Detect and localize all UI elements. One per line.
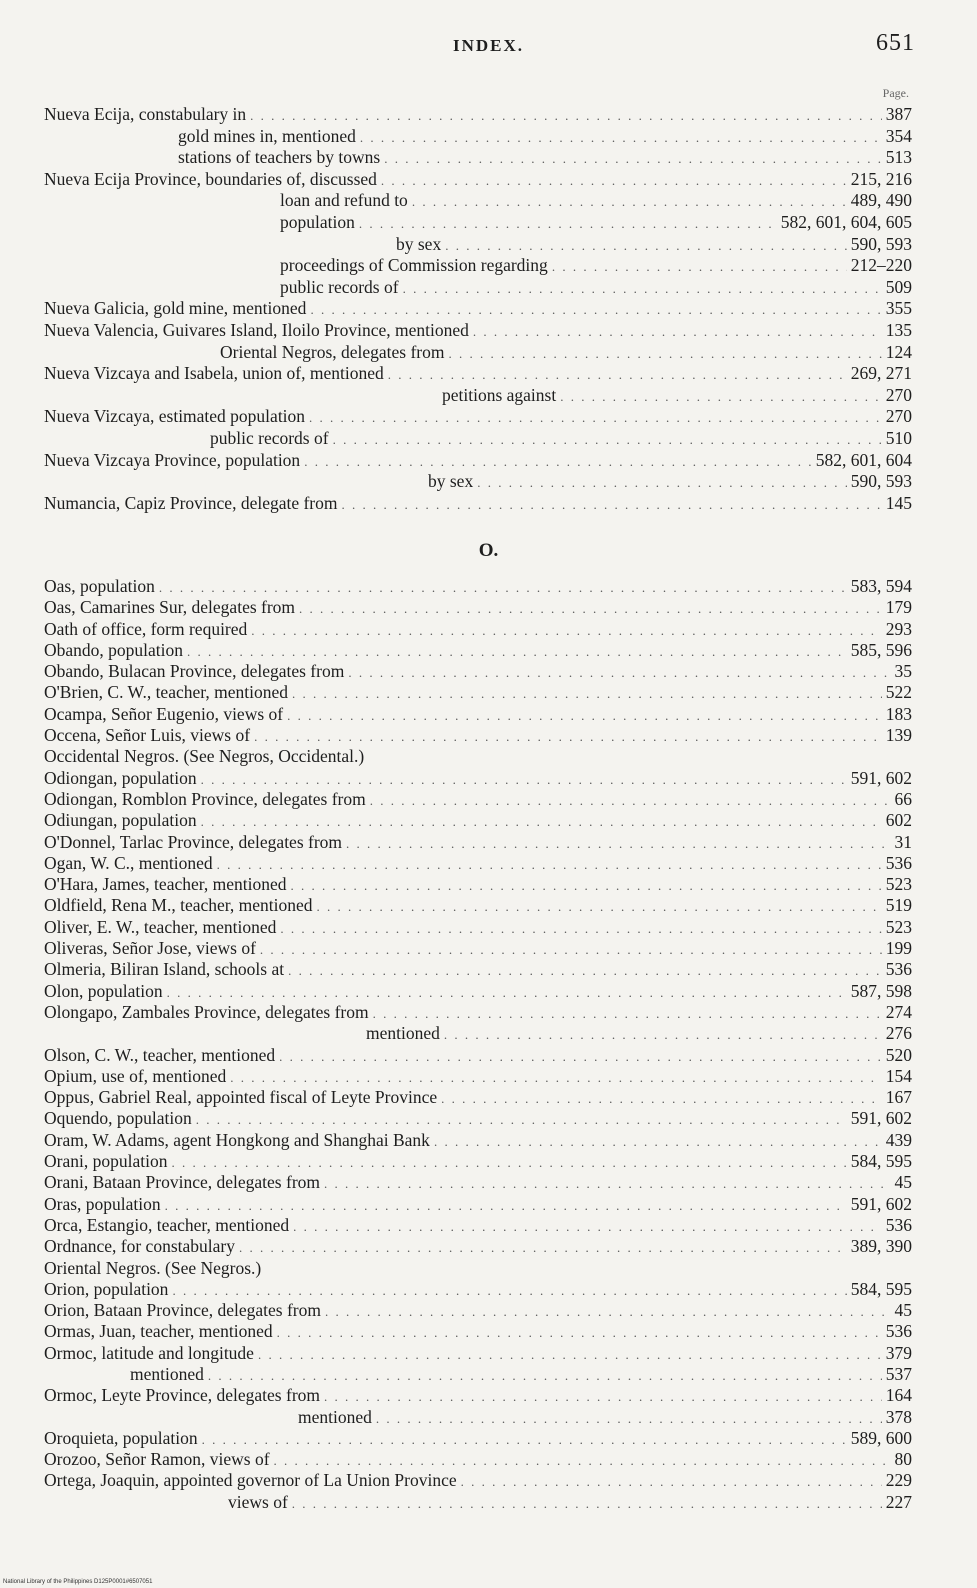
- index-entry: [44, 298, 912, 320]
- dot-leader: [342, 497, 882, 513]
- index-entry: [44, 789, 912, 810]
- index-entry-pages: 270: [885, 406, 912, 427]
- index-entry: [44, 406, 912, 428]
- index-entry-pages: 522: [885, 682, 912, 703]
- index-entry-text: Oppus, Gabriel Real, appointed fiscal of Leyte Province: [44, 1087, 438, 1108]
- index-entry-text: gold mines in, mentioned: [178, 125, 356, 146]
- dot-leader: [208, 1368, 882, 1384]
- index-entry-pages: 124: [885, 341, 912, 362]
- index-entry-pages: 139: [885, 725, 912, 746]
- index-entry-pages: 589, 600: [850, 1427, 912, 1448]
- dot-leader: [348, 665, 890, 681]
- index-entry-text: Orion, population: [44, 1278, 169, 1299]
- index-entry-pages: 582, 601, 604: [815, 449, 912, 470]
- index-entry-pages: 215, 216: [850, 168, 912, 189]
- dot-leader: [254, 729, 882, 745]
- dot-leader: [291, 878, 882, 894]
- index-entry-text: Ordnance, for constabulary: [44, 1236, 235, 1257]
- index-entry-text: population: [280, 211, 355, 232]
- index-entry: [44, 1407, 912, 1428]
- dot-leader: [250, 108, 882, 124]
- index-entry: [44, 1300, 912, 1321]
- index-entry-text: public records of: [280, 276, 399, 297]
- index-entry: [44, 1343, 912, 1364]
- index-entry: [44, 1194, 912, 1215]
- dot-leader: [196, 1112, 847, 1128]
- index-entry-text: loan and refund to: [280, 190, 408, 211]
- index-entry-pages: 378: [885, 1406, 912, 1427]
- index-entry-pages: 276: [885, 1023, 912, 1044]
- index-entry-text: Olson, C. W., teacher, mentioned: [44, 1044, 276, 1065]
- index-entry-text: Olongapo, Zambales Province, delegates from: [44, 1001, 369, 1022]
- index-entry: [44, 725, 912, 746]
- index-entry-text: Occidental Negros. (See Negros, Occidental.): [44, 746, 365, 767]
- index-entry-pages: 35: [894, 661, 912, 682]
- index-entry-text: Nueva Vizcaya and Isabela, union of, mentioned: [44, 363, 384, 384]
- index-entry: [44, 342, 912, 364]
- index-entry-pages: 523: [885, 874, 912, 895]
- index-entry-text: Oquendo, population: [44, 1108, 192, 1129]
- index-entry-text: by sex: [428, 471, 474, 492]
- index-entry-pages: 536: [885, 959, 912, 980]
- dot-leader: [251, 623, 881, 639]
- index-entry-text: Nueva Galicia, gold mine, mentioned: [44, 298, 307, 319]
- dot-leader: [360, 130, 882, 146]
- index-entry: [44, 810, 912, 831]
- index-entry-text: Obando, Bulacan Province, delegates from: [44, 661, 345, 682]
- page-header-title: INDEX.: [452, 36, 525, 55]
- index-entry: [44, 1023, 912, 1044]
- index-entry-text: Ortega, Joaquin, appointed governor of La Union Province: [44, 1470, 457, 1491]
- index-entry-pages: 355: [885, 298, 912, 319]
- index-entry-text: proceedings of Commission regarding: [280, 255, 548, 276]
- dot-leader: [159, 580, 847, 596]
- dot-leader: [412, 194, 847, 210]
- index-entry: [44, 277, 912, 299]
- index-entry: [44, 938, 912, 959]
- dot-leader: [359, 216, 777, 232]
- index-entry-pages: 536: [885, 1214, 912, 1235]
- index-entry: [44, 234, 912, 256]
- dot-leader: [171, 1155, 846, 1171]
- index-entry-text: O'Hara, James, teacher, mentioned: [44, 874, 287, 895]
- index-entry-pages: 587, 598: [850, 980, 912, 1001]
- index-entry-pages: 585, 596: [850, 639, 912, 660]
- dot-leader: [370, 793, 891, 809]
- index-entry-pages: 154: [885, 1065, 912, 1086]
- index-entry: [44, 576, 912, 597]
- index-entry: [44, 1364, 912, 1385]
- index-entry-text: O'Donnel, Tarlac Province, delegates from: [44, 831, 343, 852]
- index-entry: [44, 640, 912, 661]
- index-entry-pages: 590, 593: [850, 471, 912, 492]
- index-entry-text: mentioned: [298, 1406, 372, 1427]
- dot-leader: [165, 1198, 847, 1214]
- index-entry-text: by sex: [396, 233, 442, 254]
- index-entry: [44, 363, 912, 385]
- index-entry-pages: 229: [885, 1470, 912, 1491]
- index-entry-pages: 31: [894, 831, 912, 852]
- index-entry: [44, 1151, 912, 1172]
- index-entry-pages: 520: [885, 1044, 912, 1065]
- dot-leader: [388, 367, 847, 383]
- index-entry-text: public records of: [210, 427, 329, 448]
- index-entry: [44, 471, 912, 493]
- dot-leader: [461, 1474, 882, 1490]
- index-entry: [44, 1087, 912, 1108]
- dot-leader: [317, 899, 882, 915]
- index-entry-pages: 269, 271: [850, 363, 912, 384]
- footer-caption: National Library of the Philippines D125P0001#6507051: [3, 1579, 153, 1585]
- index-entry: [44, 682, 912, 703]
- dot-leader: [445, 238, 847, 254]
- index-entry-pages: 523: [885, 916, 912, 937]
- index-entry: [44, 1045, 912, 1066]
- dot-leader: [277, 1325, 882, 1341]
- index-entry-pages: 602: [885, 810, 912, 831]
- index-entry-pages: 227: [885, 1491, 912, 1512]
- index-entry-pages: 583, 594: [850, 576, 912, 596]
- index-entry-text: Nueva Vizcaya Province, population: [44, 449, 301, 470]
- index-entry-pages: 509: [885, 276, 912, 297]
- index-entry-pages: 510: [885, 427, 912, 448]
- index-entry: [44, 1066, 912, 1087]
- index-entry-text: Oas, Camarines Sur, delegates from: [44, 597, 296, 618]
- index-entry-pages: 135: [885, 319, 912, 340]
- index-entry-pages: 167: [885, 1087, 912, 1108]
- index-entry: [44, 1279, 912, 1300]
- index-entry: [44, 917, 912, 938]
- index-entry-pages: 66: [894, 788, 912, 809]
- index-entry: [44, 1215, 912, 1236]
- index-entry: [44, 704, 912, 725]
- index-entry: [44, 169, 912, 191]
- dot-leader: [381, 173, 847, 189]
- index-entry: [44, 1428, 912, 1449]
- index-entry-pages: 389, 390: [850, 1236, 912, 1257]
- index-entry: [44, 255, 912, 277]
- index-entry: [44, 104, 912, 126]
- index-entry-pages: 145: [885, 492, 912, 513]
- index-entry-text: Orozoo, Señor Ramon, views of: [44, 1449, 270, 1470]
- index-entry-pages: 354: [885, 125, 912, 146]
- dot-leader: [325, 1304, 891, 1320]
- index-entry-pages: 591, 602: [850, 1108, 912, 1129]
- index-entry-pages: 164: [885, 1385, 912, 1406]
- dot-leader: [274, 1453, 891, 1469]
- index-entry: [44, 1130, 912, 1151]
- dot-leader: [449, 346, 882, 362]
- index-entry-text: Odiungan, population: [44, 810, 197, 831]
- index-entry-text: Oldfield, Rena M., teacher, mentioned: [44, 895, 313, 916]
- dot-leader: [441, 1091, 882, 1107]
- index-entry-pages: 584, 595: [850, 1278, 912, 1299]
- index-entries-n: [44, 104, 912, 514]
- index-entry-pages: 536: [885, 1321, 912, 1342]
- index-entry: [44, 1492, 912, 1513]
- index-entry-text: Odiongan, Romblon Province, delegates from: [44, 788, 366, 809]
- index-entry-text: Nueva Ecija, constabulary in: [44, 104, 247, 124]
- index-entry-text: stations of teachers by towns: [178, 147, 381, 168]
- index-entry-pages: 274: [885, 1001, 912, 1022]
- index-entry-text: Oliveras, Señor Jose, views of: [44, 938, 256, 959]
- index-entry-pages: 582, 601, 604, 605: [780, 211, 912, 232]
- index-entry: [44, 450, 912, 472]
- index-entry-text: Occena, Señor Luis, views of: [44, 725, 251, 746]
- dot-leader: [384, 151, 882, 167]
- dot-leader: [309, 410, 882, 426]
- dot-leader: [201, 772, 847, 788]
- index-entry: [44, 981, 912, 1002]
- index-entry: [44, 147, 912, 169]
- section-letter: O.: [478, 540, 499, 561]
- dot-leader: [552, 259, 847, 275]
- index-entry: [44, 1258, 912, 1279]
- index-entry: [44, 126, 912, 148]
- index-entry-pages: 513: [885, 147, 912, 168]
- index-entry-pages: 591, 602: [850, 1193, 912, 1214]
- index-entry-pages: 80: [894, 1449, 912, 1470]
- index-entry: [44, 428, 912, 450]
- dot-leader: [560, 389, 882, 405]
- index-entry-pages: 584, 595: [850, 1151, 912, 1172]
- index-entry-pages: 183: [885, 703, 912, 724]
- index-entry-pages: 199: [885, 938, 912, 959]
- index-entry-pages: 519: [885, 895, 912, 916]
- index-entry: [44, 768, 912, 789]
- index-entry: [44, 320, 912, 342]
- index-entry-text: Obando, population: [44, 639, 184, 660]
- index-entry-text: mentioned: [366, 1023, 440, 1044]
- dot-leader: [434, 1134, 882, 1150]
- index-entry-text: Orani, Bataan Province, delegates from: [44, 1172, 321, 1193]
- index-entry: [44, 959, 912, 980]
- dot-leader: [477, 475, 847, 491]
- index-entry-pages: 45: [894, 1172, 912, 1193]
- dot-leader: [293, 1219, 882, 1235]
- dot-leader: [292, 1496, 882, 1512]
- dot-leader: [260, 942, 882, 958]
- index-entry-pages: 537: [885, 1363, 912, 1384]
- index-entry-text: Ormas, Juan, teacher, mentioned: [44, 1321, 273, 1342]
- dot-leader: [346, 836, 890, 852]
- index-entry-pages: 379: [885, 1342, 912, 1363]
- index-entry-text: Ocampa, Señor Eugenio, views of: [44, 703, 284, 724]
- index-entry: [44, 597, 912, 618]
- page-column-label: Page.: [882, 86, 909, 100]
- index-entry-text: Olon, population: [44, 980, 163, 1001]
- dot-leader: [333, 432, 882, 448]
- index-entry-pages: 439: [885, 1129, 912, 1150]
- dot-leader: [324, 1176, 890, 1192]
- index-entry-text: Ogan, W. C., mentioned: [44, 852, 213, 873]
- dot-leader: [299, 601, 882, 617]
- index-entry-text: Orca, Estangio, teacher, mentioned: [44, 1214, 290, 1235]
- dot-leader: [172, 1283, 846, 1299]
- index-entry-text: Oras, population: [44, 1193, 161, 1214]
- index-entry-text: petitions against: [442, 384, 557, 405]
- index-entry-text: Nueva Valencia, Guivares Island, Iloilo Province, mentioned: [44, 319, 469, 340]
- page-number: 651: [876, 30, 915, 56]
- dot-leader: [239, 1240, 847, 1256]
- index-entry-text: Oas, population: [44, 576, 155, 596]
- index-entry: [44, 385, 912, 407]
- index-entry-text: Oram, W. Adams, agent Hongkong and Shanghai Bank: [44, 1129, 430, 1150]
- index-entry-text: Odiongan, population: [44, 767, 197, 788]
- index-entry: [44, 212, 912, 234]
- index-entry-pages: 293: [885, 618, 912, 639]
- dot-leader: [167, 985, 847, 1001]
- index-entry-text: Olmeria, Biliran Island, schools at: [44, 959, 285, 980]
- index-entry-text: Oliver, E. W., teacher, mentioned: [44, 916, 277, 937]
- dot-leader: [201, 814, 882, 830]
- dot-leader: [304, 454, 812, 470]
- index-entries-o: [44, 576, 912, 1513]
- index-entry-text: Nueva Ecija Province, boundaries of, discussed: [44, 168, 377, 189]
- dot-leader: [279, 1049, 882, 1065]
- index-entry-pages: 489, 490: [850, 190, 912, 211]
- index-entry-pages: 590, 593: [850, 233, 912, 254]
- index-entry-text: Ormoc, latitude and longitude: [44, 1342, 254, 1363]
- index-entry: [44, 853, 912, 874]
- dot-leader: [473, 324, 882, 340]
- index-entry-text: Numancia, Capiz Province, delegate from: [44, 492, 338, 513]
- index-entry-text: Oriental Negros, delegates from: [220, 341, 445, 362]
- index-entry: [44, 1385, 912, 1406]
- index-entry-text: Opium, use of, mentioned: [44, 1065, 227, 1086]
- index-entry-text: Orion, Bataan Province, delegates from: [44, 1300, 321, 1321]
- dot-leader: [202, 1432, 847, 1448]
- dot-leader: [287, 708, 882, 724]
- index-entry-text: Oriental Negros. (See Negros.): [44, 1257, 262, 1278]
- index-entry-pages: 536: [885, 852, 912, 873]
- index-entry: [44, 746, 912, 767]
- index-entry-text: mentioned: [130, 1363, 204, 1384]
- index-entry-text: Ormoc, Leyte Province, delegates from: [44, 1385, 321, 1406]
- index-entry-pages: 45: [894, 1300, 912, 1321]
- index-entry: [44, 1172, 912, 1193]
- index-entry-pages: 387: [885, 104, 912, 124]
- dot-leader: [230, 1070, 881, 1086]
- index-entry-text: Nueva Vizcaya, estimated population: [44, 406, 306, 427]
- index-entry: [44, 1236, 912, 1257]
- index-entry: [44, 832, 912, 853]
- index-entry-pages: 591, 602: [850, 767, 912, 788]
- index-entry: [44, 493, 912, 515]
- index-entry: [44, 619, 912, 640]
- dot-leader: [292, 686, 882, 702]
- index-entry-pages: 179: [885, 597, 912, 618]
- index-entry: [44, 190, 912, 212]
- index-entry: [44, 874, 912, 895]
- dot-leader: [444, 1027, 882, 1043]
- index-entry: [44, 1470, 912, 1491]
- dot-leader: [373, 1006, 882, 1022]
- dot-leader: [403, 281, 882, 297]
- index-entry-text: views of: [228, 1491, 288, 1512]
- index-entry-pages: 212–220: [850, 255, 912, 276]
- index-entry-text: Oath of office, form required: [44, 618, 248, 639]
- dot-leader: [324, 1389, 882, 1405]
- index-entry: [44, 1108, 912, 1129]
- dot-leader: [258, 1347, 882, 1363]
- dot-leader: [280, 921, 881, 937]
- index-entry: [44, 1449, 912, 1470]
- dot-leader: [217, 857, 882, 873]
- index-entry: [44, 1321, 912, 1342]
- index-entry-text: O'Brien, C. W., teacher, mentioned: [44, 682, 288, 703]
- dot-leader: [187, 644, 847, 660]
- dot-leader: [288, 963, 882, 979]
- index-entry: [44, 895, 912, 916]
- index-entry-text: Oroquieta, population: [44, 1427, 198, 1448]
- index-entry: [44, 661, 912, 682]
- dot-leader: [376, 1411, 882, 1427]
- dot-leader: [310, 302, 881, 318]
- index-entry-text: Orani, population: [44, 1151, 168, 1172]
- index-entry-pages: 270: [885, 384, 912, 405]
- index-entry: [44, 1002, 912, 1023]
